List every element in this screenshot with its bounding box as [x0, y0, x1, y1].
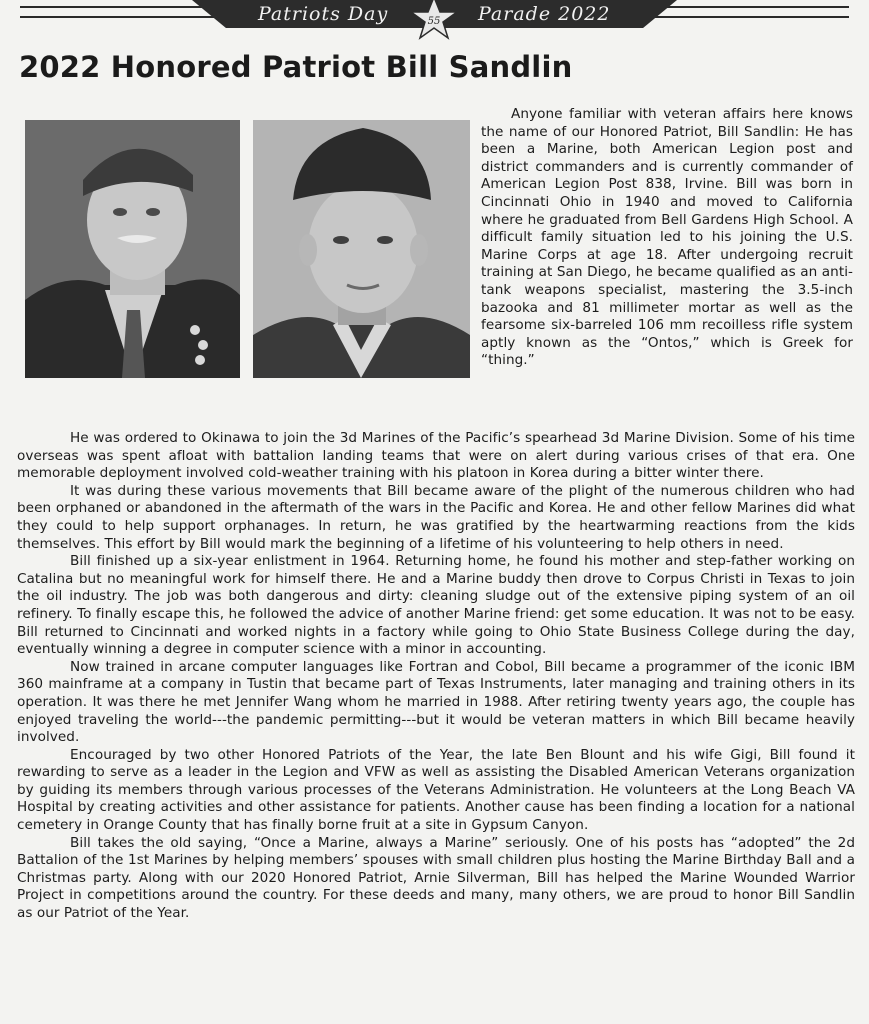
paragraph: He was ordered to Okinawa to join the 3d Marines of the Pacific’s spearhead 3d Marine Division. Some of his time overseas was spent afloat with battalion landing teams that were on alert during various crises of that era. One memorable deployment involved cold-weather training with his platoon in Korea during a bitter winter there.: [17, 430, 855, 482]
paragraph: It was during these various movements that Bill became aware of the plight of the numerous children who had been orphaned or abandoned in the aftermath of the wars in the Pacific and Korea. He and other fellow Marines did what they could to help support orphanages. In return, he was gratified by the heartwarming reactions from the kids themselves. This effort by Bill would mark the beginning of a lifetime of his volunteering to help others in need.: [17, 482, 855, 552]
photo-young-marine: [253, 120, 470, 378]
paragraph: Now trained in arcane computer languages like Fortran and Cobol, Bill became a programmer of the iconic IBM 360 mainframe at a company in Tustin that became part of Texas Instruments, later managing and training others in its operation. It was there he met Jennifer Wang whom he married in 1988. After retiring twenty years ago, the couple has enjoyed traveling the world---the pandemic permitting---but it would be veteran matters in which Bill became heavily involved.: [17, 658, 855, 746]
banner-title-left: Patriots Day: [258, 3, 389, 25]
star-emblem-icon: [409, 0, 459, 40]
intro-paragraph: Anyone familiar with veteran affairs here knows the name of our Honored Patriot, Bill Sandlin: He has been a Marine, both American Legion post and district commanders and is currently commander of American Legion Post 838, Irvine. Bill was born in Cincinnati Ohio in 1940 and moved to California where he graduated from Bell Gardens High School. A difficult family situation led to his joining the U.S. Marine Corps at age 18. After undergoing recruit training at San Diego, he became qualified as an anti-tank weapons specialist, mastering the 3.5-inch bazooka and 81 millimeter mortar as well as the fearsome six-barreled 106 mm recoilless rifle system aptly known as the “Ontos,” which is Greek for “thing.”: [481, 106, 853, 369]
page-title: 2022 Honored Patriot Bill Sandlin: [19, 50, 573, 84]
portrait-young-marine-icon: [253, 120, 470, 378]
banner-title-right: Parade 2022: [478, 3, 611, 25]
intro-text: [481, 106, 853, 370]
article-body: [17, 430, 855, 923]
paragraph: Bill takes the old saying, “Once a Marine, always a Marine” seriously. One of his posts has “adopted” the 2d Battalion of the 1st Marines by helping members’ spouses with small children plus hosting the Marine Birthday Ball and a Christmas party. Along with our 2020 Honored Patriot, Arnie Silverman, Bill has helped the Marine Wounded Warrior Project in competitions around the country. For these deeds and many, many others, we are proud to honor Bill Sandlin as our Patriot of the Year.: [17, 834, 855, 922]
photo-older-veteran: [25, 120, 240, 378]
header-banner: [0, 0, 869, 40]
star-label: 55: [427, 16, 441, 27]
paragraph: Bill finished up a six-year enlistment in 1964. Returning home, he found his mother and step-father working on Catalina but no meaningful work for himself there. He and a Marine buddy then drove to Corpus Christi in Texas to join the oil industry. The job was both dangerous and dirty: cleaning sludge out of the extensive piping system of an oil refinery. To finally escape this, he followed the advice of another Marine friend: get some education. It was not to be easy. Bill returned to Cincinnati and worked nights in a factory while going to Ohio State Business College during the day, eventually winning a degree in computer science with a minor in accounting.: [17, 553, 855, 658]
portrait-older-veteran-icon: [25, 120, 240, 378]
paragraph: Encouraged by two other Honored Patriots of the Year, the late Ben Blount and his wife Gigi, Bill found it rewarding to serve as a leader in the Legion and VFW as well as assisting the Disabled American Veterans organization by guiding its members through various processes of the Veterans Administration. He volunteers at the Long Beach VA Hospital by creating activities and other assistance for patients. Another cause has been finding a location for a national cemetery in Orange County that has finally borne fruit at a site in Gypsum Canyon.: [17, 746, 855, 834]
